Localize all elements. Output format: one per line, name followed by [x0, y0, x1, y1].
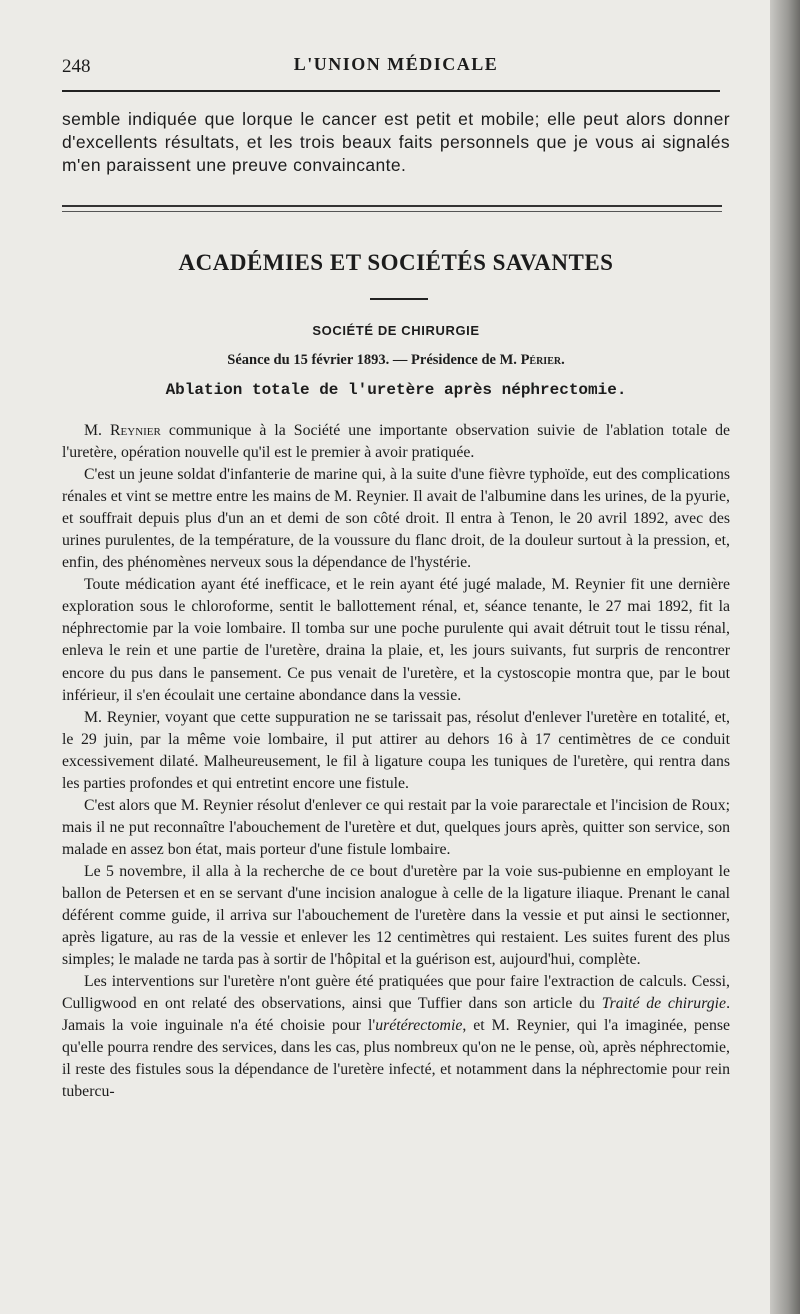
session-line [62, 352, 730, 369]
session-end: . [561, 352, 565, 368]
paragraph-5: C'est alors que M. Reynier résolut d'enlever ce qui restait par la voie pararectale et l'incision de Roux; mais il ne put reconnaître l'abouchement de l'uretère et dut, quelques jours après, quitter son service, son malade en assez bon état, mais porteur d'une fistule lombaire. [62, 796, 730, 858]
page-number: 248 [62, 56, 91, 77]
author-name: M. Reynier [84, 422, 161, 439]
paragraph-2: C'est un jeune soldat d'infanterie de marine qui, à la suite d'une fièvre typhoïde, eut des complications rénales et vint se mettre entre les mains de M. Reynier. Il avait de l'albumine dans les urines, de la pyurie, et souffrait depuis plus d'un an et demi de son côté droit. Il entra à Tenon, le 20 avril 1892, avec des urines purulentes, de la température, de la voussure du flanc droit, de la douleur surtout à la pression, et, enfin, des phénomènes nerveux sous la dépendance de l'hystérie. [62, 466, 730, 572]
paragraph-1 [62, 420, 730, 464]
running-title: L'UNION MÉDICALE [293, 54, 499, 74]
book-spine-shadow [770, 0, 800, 1314]
president-name: Périer [520, 352, 562, 368]
article-title: Ablation totale de l'uretère après néphrectomie. [165, 381, 627, 399]
session-text: Séance du 15 février 1893. — Présidence de M. [227, 352, 521, 368]
section-divider [62, 205, 722, 207]
paragraph-6: Le 5 novembre, il alla à la recherche de ce bout d'uretère par la voie sus-pubienne en employant le ballon de Petersen et en se servant d'une incision analogue à celle de la ligature iliaque. Prenant le canal déférent comme guide, il arriva sur l'abouchement de l'uretère dans la vessie et put ainsi le sectionner, après ligature, au ras de la vessie et enlever les 12 centimètres qui restaient. Les suites furent des plus simples; le malade ne tarda pas à sortir de l'hôpital et la guérison est, aujourd'hui, complète. [62, 862, 730, 969]
title-rule [370, 298, 428, 300]
section-divider-thin [62, 211, 722, 212]
paragraph-7 [62, 971, 730, 1103]
society-name: SOCIÉTÉ DE CHIRURGIE [312, 323, 480, 338]
procedure-term: urétérectomie [375, 1017, 463, 1035]
paragraph-7-part-b: . Jamais la voie inguinale n'a été choisie pour l' [62, 995, 731, 1035]
paragraph-4: M. Reynier, voyant que cette suppuration ne se tarissait pas, résolut d'enlever l'uretère en totalité, et, le 29 juin, par la même voie lombaire, il put attirer au dehors 16 à 17 centimètres de ce conduit excessivement dilaté. Malheureusement, le fil à ligature coupa les tuniques de l'uretère, qui rentra dans les parties profondes et qui entretint encore une fistule. [62, 708, 730, 792]
article-body [62, 420, 730, 1103]
header-rule [62, 90, 720, 92]
paragraph-7-part-c: , et M. Reynier, qui l'a imaginée, pense qu'elle pourra rendre des services, dans les cas, plus nombreux qu'on ne le pense, où, après néphrectomie, il reste des fistules sous la dépendance de l'uretère infecté, et notamment dans la néphrectomie pour rein tubercu- [62, 1017, 731, 1101]
page-header [62, 50, 730, 80]
intro-paragraph: semble indiquée que lorque le cancer est petit et mobile; elle peut alors donner d'excellents résultats, et les trois beaux faits personnels que je vous ai signalés m'en paraissent une preuve convaincante. [62, 109, 730, 175]
paragraph-1-text: communique à la Société une importante observation suivie de l'ablation totale de l'uretère, opération nouvelle qu'il est le premier à avoir pratiquée. [62, 422, 731, 462]
paragraph-3: Toute médication ayant été inefficace, et le rein ayant été jugé malade, M. Reynier fit une dernière exploration sous le chloroforme, sentit le ballottement rénal, et, séance tenante, le 27 mai 1892, fit la néphrectomie par la voie lombaire. Il tomba sur une poche purulente qui avait détruit tout le tissu rénal, enleva le rein et une partie de l'uretère, draina la plaie, et, les jours suivants, fut surpris de rencontrer encore du pus dans le pansement. Ce pus venait de l'uretère, et la cystoscopie montra que, par le bout inférieur, il s'en écoulait une certaine abondance dans la vessie. [62, 576, 730, 704]
book-title: Traité de chirurgie [601, 995, 727, 1013]
section-title: ACADÉMIES ET SOCIÉTÉS SAVANTES [178, 250, 614, 275]
paragraph-7-part-a: Les interventions sur l'uretère n'ont guère été pratiquées que pour faire l'extraction de calculs. Cessi, Culligwood en ont relaté des observations, ainsi que Tuffier dans son article du [62, 973, 730, 1013]
